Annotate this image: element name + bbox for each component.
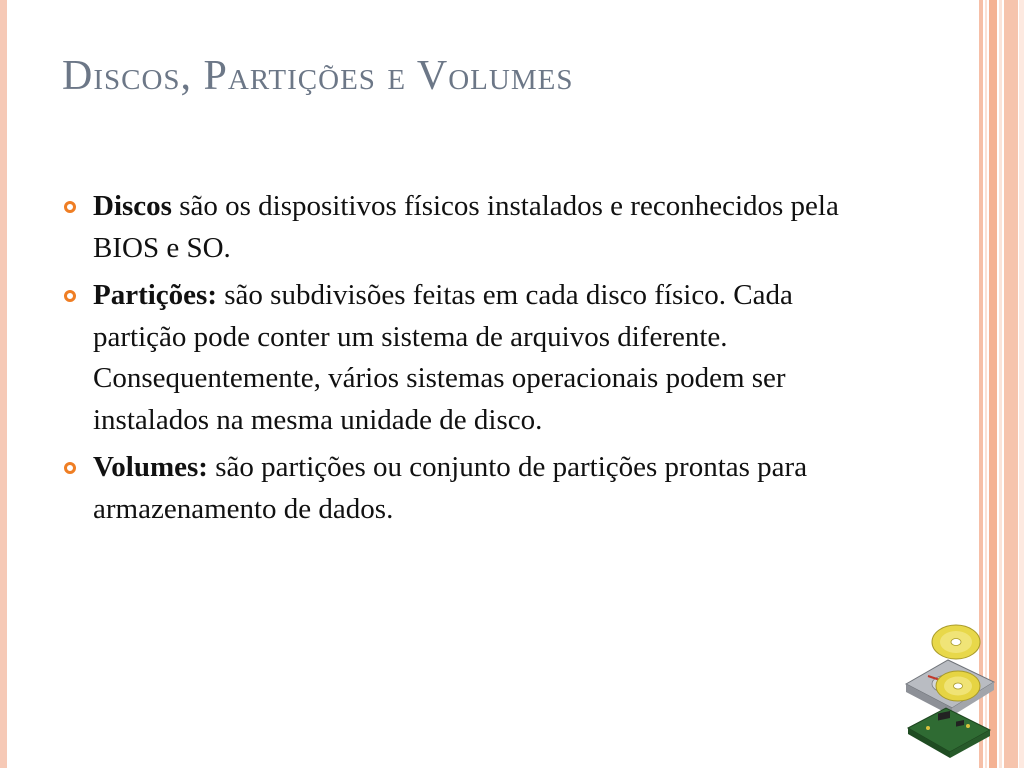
bullet-icon <box>64 290 76 302</box>
bullet-text: são subdivisões feitas em cada disco físico. Cada partição pode conter um sistema de arquivos diferente. Consequentemente, vários sistemas operacionais podem ser instalados na mesma unidade de disco. <box>93 279 793 436</box>
bullet-item-discos <box>62 186 882 269</box>
bullet-list <box>62 186 882 536</box>
bullet-text: são os dispositivos físicos instalados e reconhecidos pela BIOS e SO. <box>93 190 839 264</box>
bullet-icon <box>64 201 76 213</box>
cd-disc-icon <box>936 671 980 701</box>
bullet-term: Discos <box>93 190 172 222</box>
bullet-item-particoes <box>62 275 882 441</box>
right-border-stripe <box>1004 0 1018 768</box>
cd-disc-icon <box>932 625 980 659</box>
left-border-stripe <box>0 0 7 768</box>
right-border-stripe <box>1019 0 1024 768</box>
bullet-text: são partições ou conjunto de partições prontas para armazenamento de dados. <box>93 451 808 525</box>
right-border-stripe <box>999 0 1002 768</box>
slide-title: Discos, Partições e Volumes <box>62 53 574 99</box>
bullet-icon <box>64 462 76 474</box>
bullet-term: Partições: <box>93 279 217 311</box>
disk-stack-illustration <box>898 616 998 768</box>
bullet-item-volumes <box>62 447 882 530</box>
bullet-term: Volumes: <box>93 451 208 483</box>
circuit-board-icon <box>908 708 990 758</box>
